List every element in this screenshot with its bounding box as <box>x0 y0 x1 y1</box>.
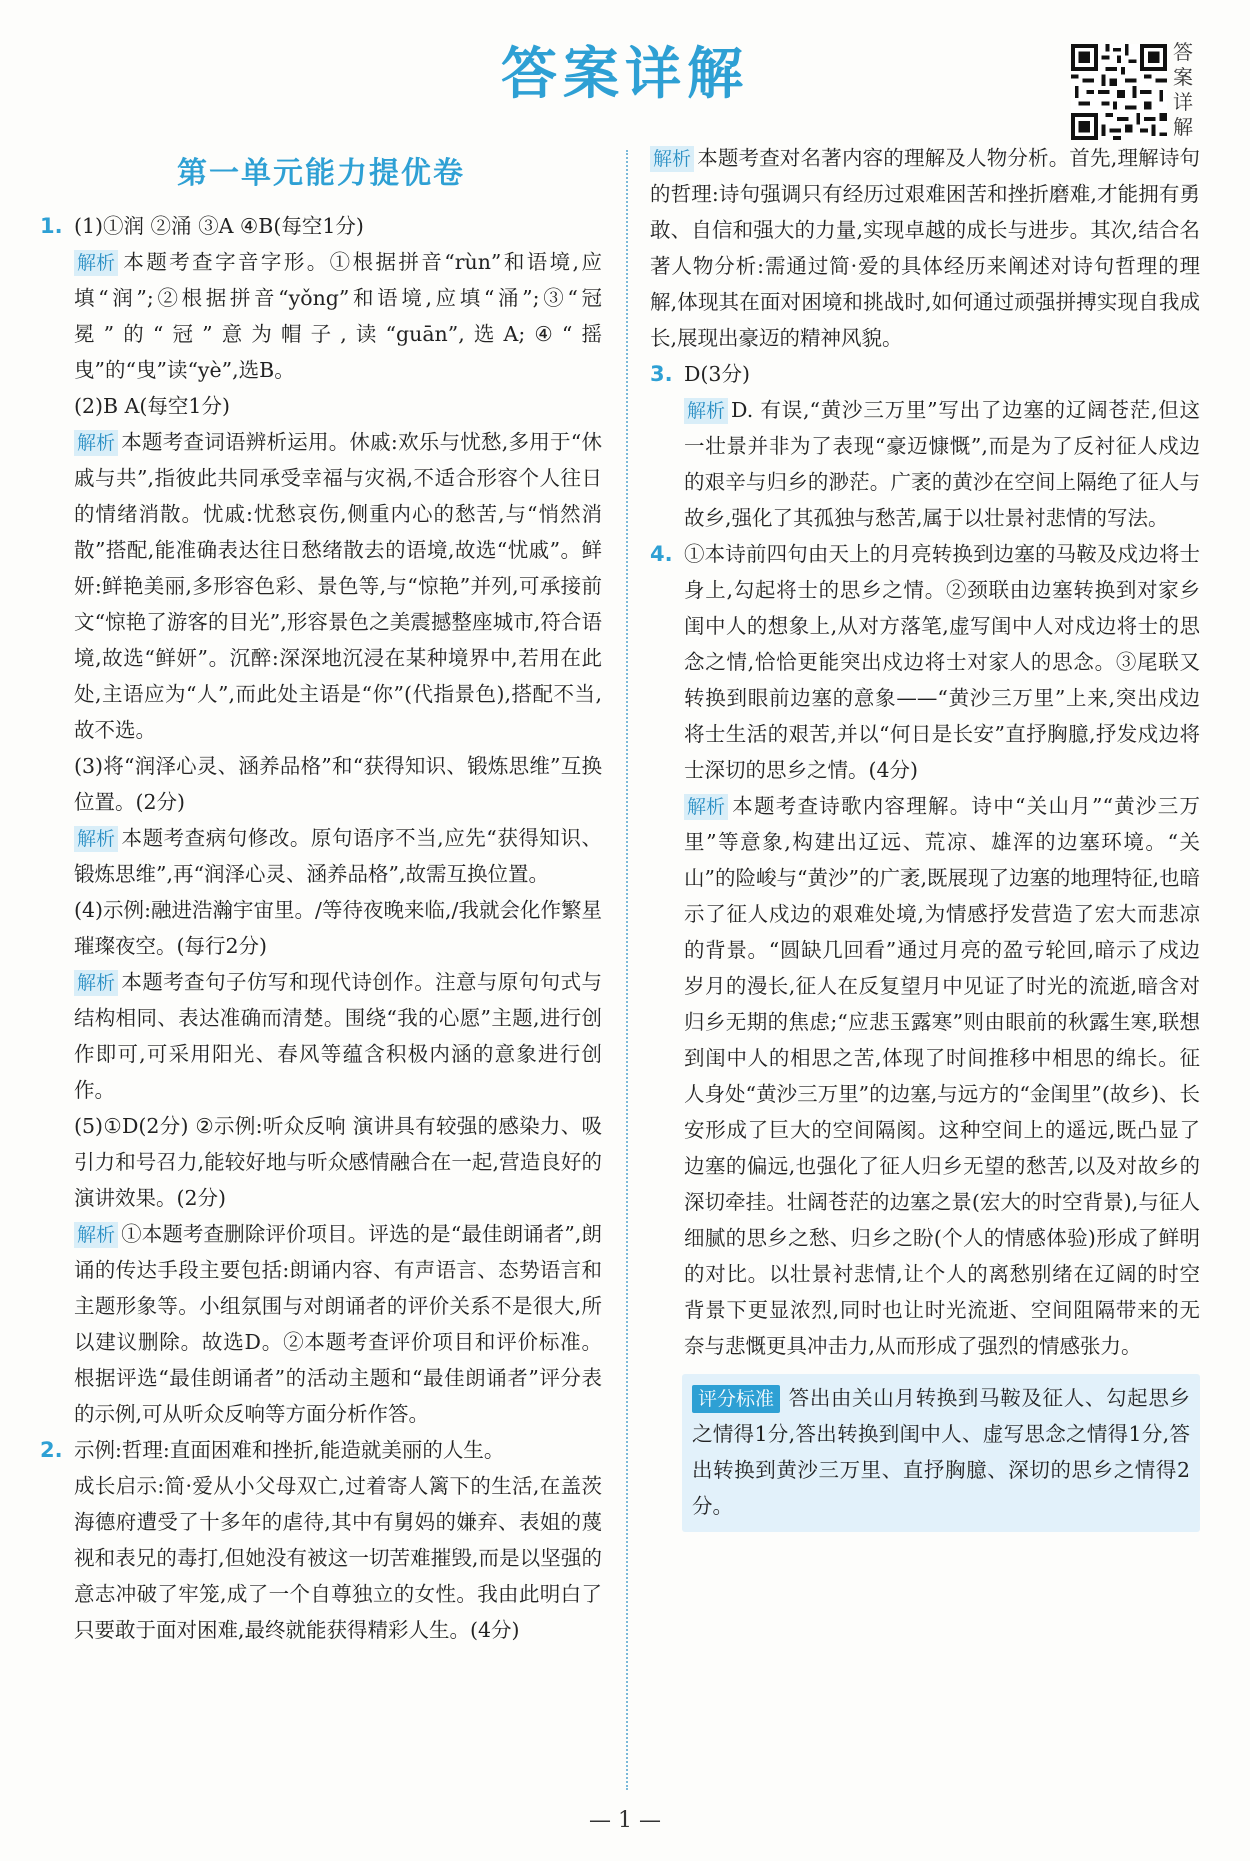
question-number: 1. <box>40 214 63 238</box>
analysis-tag: 解析 <box>684 794 728 820</box>
question-1 <box>40 208 602 1432</box>
question-2 <box>40 1432 602 1648</box>
scoring-block <box>692 1380 1190 1524</box>
analysis-block <box>684 392 1200 536</box>
analysis-tag: 解析 <box>74 970 118 996</box>
analysis-tag: 解析 <box>74 430 118 456</box>
scoring-tag: 评分标准 <box>692 1385 780 1413</box>
analysis-block <box>684 788 1200 1364</box>
answer-line: (3)将“润泽心灵、涵养品格”和“获得知识、锻炼思维”互换位置。(2分) <box>74 754 602 814</box>
question-4 <box>650 536 1200 1364</box>
analysis-block <box>74 1216 602 1432</box>
page-header <box>0 0 1250 140</box>
analysis-text: ①本题考查删除评价项目。评选的是“最佳朗诵者”,朗诵的传达手段主要包括:朗诵内容、有声语言、态势语言和主题形象等。小组氛围与对朗诵者的评价关系不是很大,所以建议删除。故选D。②本题考查评价项目和评价标准。根据评选“最佳朗诵者”的活动主题和“最佳朗诵者”评分表的示例,可从听众反响等方面分析作答。 <box>74 1222 602 1426</box>
question-number: 2. <box>40 1438 63 1462</box>
question-2-continued <box>650 140 1200 356</box>
answer-line: D(3分) <box>684 362 750 386</box>
right-column <box>650 140 1200 1532</box>
analysis-block <box>74 424 602 748</box>
answer-line: (1)①润 ②涌 ③A ④B(每空1分) <box>74 214 364 238</box>
question-3 <box>650 356 1200 536</box>
analysis-tag: 解析 <box>74 826 118 852</box>
page-number: — 1 — <box>589 1808 661 1833</box>
scoring-box <box>682 1374 1200 1532</box>
analysis-text: 本题考查字音字形。①根据拼音“rùn”和语境,应填“润”;②根据拼音“yǒng”和语境,应填“涌”;③“冠冕”的“冠”意为帽子,读“guān”,选A;④“摇曳”的“曳”读“yè”,选B。 <box>74 250 602 382</box>
question-number: 3. <box>650 362 673 386</box>
analysis-text: 本题考查句子仿写和现代诗创作。注意与原句句式与结构相同、表达准确而清楚。围绕“我的心愿”主题,进行创作即可,可采用阳光、春风等蕴含积极内涵的意象进行创作。 <box>74 970 602 1102</box>
left-column <box>40 140 602 1648</box>
scoring-text: 答出由关山月转换到马鞍及征人、勾起思乡之情得1分,答出转换到闺中人、虚写思念之情得1分,答出转换到黄沙三万里、直抒胸臆、深切的思乡之情得2分。 <box>692 1386 1190 1518</box>
analysis-tag: 解析 <box>74 250 118 276</box>
column-divider <box>626 150 628 1790</box>
analysis-block <box>74 964 602 1108</box>
answer-line: ①本诗前四句由天上的月亮转换到边塞的马鞍及戍边将士身上,勾起将士的思乡之情。②颈联由边塞转换到对家乡闺中人的想象上,从对方落笔,虚写闺中人对戍边将士的思念之情,恰恰更能突出戍边将士对家人的思念。③尾联又转换到眼前边塞的意象——“黄沙三万里”上来,突出戍边将士生活的艰苦,并以“何日是长安”直抒胸臆,抒发戍边将士深切的思乡之情。(4分) <box>684 542 1200 782</box>
answer-line: (5)①D(2分) ②示例:听众反响 演讲具有较强的感染力、吸引力和号召力,能较好地与听众感情融合在一起,营造良好的演讲效果。(2分) <box>74 1114 602 1210</box>
analysis-text: 本题考查词语辨析运用。休戚:欢乐与忧愁,多用于“休戚与共”,指彼此共同承受幸福与灾祸,不适合形容个人往日的情绪消散。忧戚:忧愁哀伤,侧重内心的愁苦,与“悄然消散”搭配,能准确表达往日愁绪散去的语境,故选“忧戚”。鲜妍:鲜艳美丽,多形容色彩、景色等,与“惊艳”并列,可承接前文“惊艳了游客的目光”,形容景色之美震撼整座城市,符合语境,故选“鲜妍”。沉醉:深深地沉浸在某种境界中,若用在此处,主语应为“人”,而此处主语是“你”(代指景色),搭配不当,故不选。 <box>74 430 602 742</box>
answer-line: 成长启示:简·爱从小父母双亡,过着寄人篱下的生活,在盖茨海德府遭受了十多年的虐待,其中有舅妈的嫌弃、表姐的蔑视和表兄的毒打,但她没有被这一切苦难摧毁,而是以坚强的意志冲破了牢笼,成了一个自尊独立的女性。我由此明白了只要敢于面对困难,最终就能获得精彩人生。(4分) <box>74 1474 602 1642</box>
answer-line: (4)示例:融进浩瀚宇宙里。/等待夜晚来临,/我就会化作繁星璀璨夜空。(每行2分) <box>74 898 602 958</box>
analysis-tag: 解析 <box>650 146 694 172</box>
qr-caption: 答案详解 <box>1173 40 1193 139</box>
analysis-text: D. 有误,“黄沙三万里”写出了边塞的辽阔苍茫,但这一壮景并非为了表现“豪迈慷慨”,而是为了反衬征人戍边的艰辛与归乡的渺茫。广袤的黄沙在空间上隔绝了征人与故乡,强化了其孤独与愁苦,属于以壮景衬悲情的写法。 <box>684 398 1200 530</box>
analysis-block <box>74 244 602 388</box>
question-number: 4. <box>650 542 673 566</box>
page-title: 答案详解 <box>501 42 749 107</box>
analysis-tag: 解析 <box>74 1222 118 1248</box>
analysis-text: 本题考查诗歌内容理解。诗中“关山月”“黄沙三万里”等意象,构建出辽远、荒凉、雄浑的边塞环境。“关山”的险峻与“黄沙”的广袤,既展现了边塞的地理特征,也暗示了征人戍边的艰难处境,为情感抒发营造了宏大而悲凉的背景。“圆缺几回看”通过月亮的盈亏轮回,暗示了戍边岁月的漫长,征人在反复望月中见证了时光的流逝,暗含对归乡无期的焦虑;“应悲玉露寒”则由眼前的秋露生寒,联想到闺中人的相思之苦,体现了时间推移中相思的绵长。征人身处“黄沙三万里”的边塞,与远方的“金闺里”(故乡)、长安形成了巨大的空间隔阂。这种空间上的遥远,既凸显了边塞的偏远,也强化了征人归乡无望的愁苦,以及对故乡的深切牵挂。壮阔苍茫的边塞之景(宏大的时空背景),与征人细腻的思乡之愁、归乡之盼(个人的情感体验)形成了鲜明的对比。以壮景衬悲情,让个人的离愁别绪在辽阔的时空背景下更显浓烈,同时也让时光流逝、空间阻隔带来的无奈与悲慨更具冲击力,从而形成了强烈的情感张力。 <box>684 794 1200 1358</box>
section-title: 第一单元能力提优卷 <box>177 156 465 191</box>
analysis-text: 本题考查对名著内容的理解及人物分析。首先,理解诗句的哲理:诗句强调只有经历过艰难困苦和挫折磨难,才能拥有勇敢、自信和强大的力量,实现卓越的成长与进步。其次,结合名著人物分析:需通过简·爱的具体经历来阐述对诗句哲理的理解,体现其在面对困境和挑战时,如何通过顽强拼搏实现自我成长,展现出豪迈的精神风貌。 <box>650 146 1200 350</box>
analysis-text: 本题考查病句修改。原句语序不当,应先“获得知识、锻炼思维”,再“润泽心灵、涵养品格”,故需互换位置。 <box>74 826 602 886</box>
analysis-block <box>74 820 602 892</box>
analysis-block <box>650 140 1200 356</box>
answer-line: 示例:哲理:直面困难和挫折,能造就美丽的人生。 <box>74 1438 505 1462</box>
qr-code-icon[interactable] <box>1071 44 1167 140</box>
answer-line: (2)B A(每空1分) <box>74 394 230 418</box>
analysis-tag: 解析 <box>684 398 728 424</box>
